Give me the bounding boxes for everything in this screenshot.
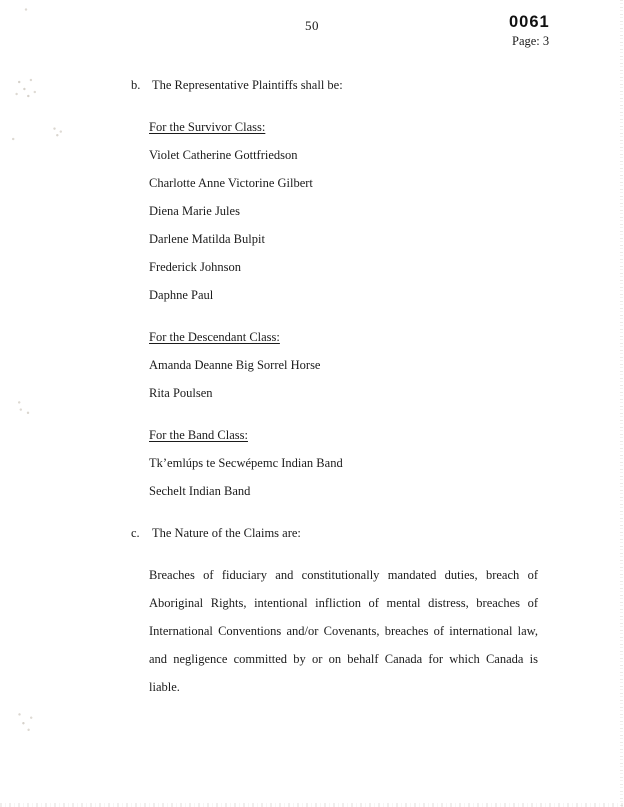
page-number: 50 xyxy=(305,18,319,33)
list-item-c xyxy=(131,519,538,547)
section-survivor-class xyxy=(149,113,538,309)
scan-artifact xyxy=(10,137,18,141)
band-name: Sechelt Indian Band xyxy=(149,484,251,498)
list-item-b xyxy=(131,71,538,99)
scan-artifact xyxy=(23,7,29,12)
list-item-marker-b: b. xyxy=(131,78,141,92)
scan-edge-noise xyxy=(0,803,624,807)
list-item-text-b: The Representative Plaintiffs shall be: xyxy=(152,78,343,92)
bates-stamp-number: 0061 xyxy=(509,13,550,31)
plaintiff-name: Daphne Paul xyxy=(149,288,214,302)
scan-artifact xyxy=(16,400,32,416)
document-body xyxy=(131,71,538,701)
scan-artifact xyxy=(13,710,39,732)
plaintiff-name: Amanda Deanne Big Sorrel Horse xyxy=(149,358,321,372)
section-band-class xyxy=(149,421,538,505)
plaintiff-name: Darlene Matilda Bulpit xyxy=(149,232,265,246)
section-heading-descendant-class: For the Descendant Class: xyxy=(149,330,280,344)
plaintiff-name: Violet Catherine Gottfriedson xyxy=(149,148,298,162)
list-item-marker-c: c. xyxy=(131,526,140,540)
plaintiff-name: Diena Marie Jules xyxy=(149,204,240,218)
claims-paragraph: Breaches of fiduciary and constitutionally mandated duties, breach of Aboriginal Rights, intentional infliction of mental distress, breaches of International Conventions and/or Covenants, breaches of international law, and negligence committed by or on behalf Canada for which Canada is liable. xyxy=(149,568,538,694)
band-name: Tk’emlúps te Secwépemc Indian Band xyxy=(149,456,343,470)
section-descendant-class xyxy=(149,323,538,407)
scan-artifact xyxy=(14,78,40,98)
scan-edge-noise xyxy=(620,0,623,807)
stamp-page-label: Page: 3 xyxy=(512,34,550,48)
scan-artifact xyxy=(51,125,65,137)
section-heading-survivor-class: For the Survivor Class: xyxy=(149,120,266,134)
bates-stamp xyxy=(509,13,550,49)
plaintiff-name: Frederick Johnson xyxy=(149,260,241,274)
section-heading-band-class: For the Band Class: xyxy=(149,428,248,442)
plaintiff-name: Charlotte Anne Victorine Gilbert xyxy=(149,176,313,190)
list-item-text-c: The Nature of the Claims are: xyxy=(152,526,301,540)
plaintiff-name: Rita Poulsen xyxy=(149,386,213,400)
